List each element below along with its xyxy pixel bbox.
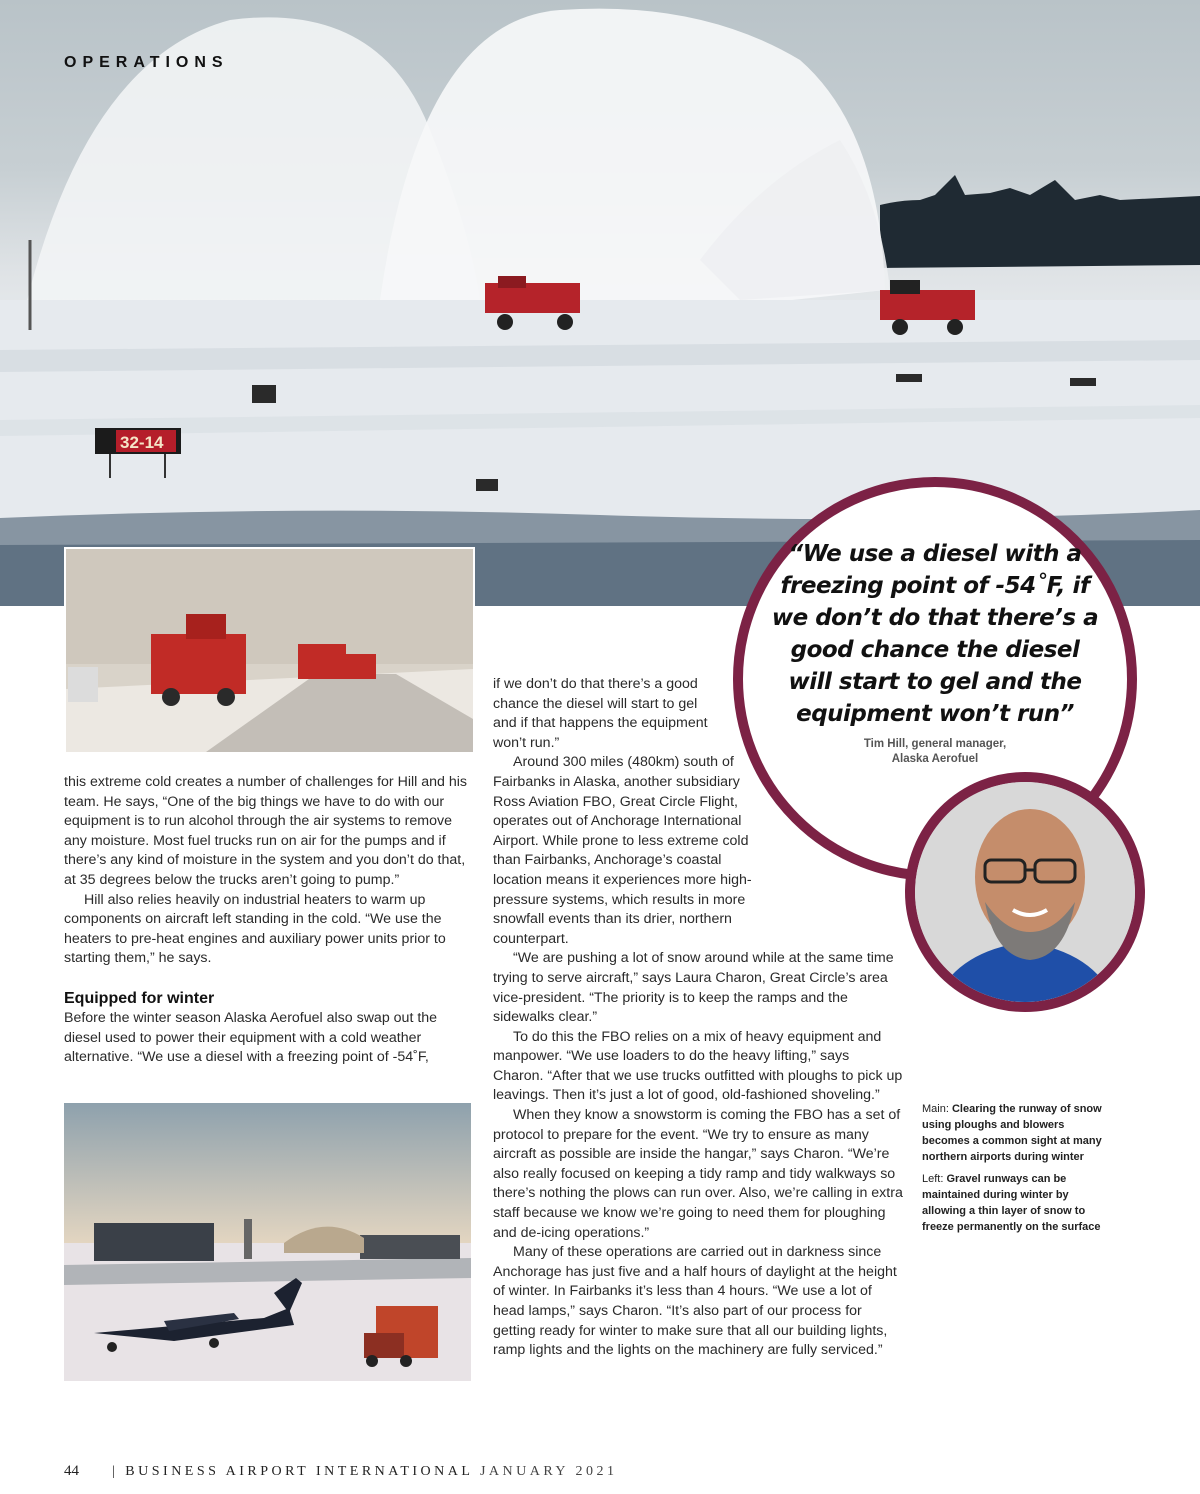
caption-main	[922, 1101, 1102, 1165]
left-paragraph-1: this extreme cold creates a number of challenges for Hill and his team. He says, “One of the big things we have to do with our equipment is to run alcohol through the air systems to remove any moisture. Most fuel trucks run on air for the pumps and if there’s any kind of moisture in the system and you don’t do that, at 35 degrees below the trucks aren’t going to pump.”	[64, 774, 467, 888]
caption-left	[922, 1171, 1102, 1235]
pull-quote-text: “We use a diesel with a freezing point of -54˚F, if we don’t do that there’s a good chance the diesel will start to gel and the equipment won’t run”	[771, 541, 1099, 727]
middle-paragraph-3: To do this the FBO relies on a mix of heavy equipment and manpower. “We use loaders to do the heavy lifting,” says Charon. “After that we use trucks outfitted with ploughs to pick up leavings. Then it’s just a lot of good, old-fashioned shoveling.”	[493, 1028, 903, 1104]
middle-paragraph-0: if we don’t do that there’s a good chance the diesel will start to gel and if that happens the equipment won’t run.”	[493, 676, 708, 751]
caption-main-text: Clearing the runway of snow using ploughs and blowers becomes a common sight at many northern airports during winter	[922, 1103, 1102, 1163]
caption-main-label: Main:	[922, 1103, 949, 1115]
pull-quote-attribution	[780, 737, 1090, 767]
middle-paragraph-4: When they know a snowstorm is coming the FBO has a set of protocol to prepare for the event. “We try to ensure as many aircraft as possible are inside the hangar,” says Charon. “We’re also really focused on keeping a tidy ramp and tidy walkways so there’s nothing the plows can run over. Also, we’re calling in extra staff because we know we’re going to need them for ploughing and de-icing operations.”	[493, 1107, 903, 1241]
subheading-equipped-for-winter: Equipped for winter	[64, 989, 215, 1007]
middle-paragraph-1: Around 300 miles (480km) south of Fairbanks in Alaska, another subsidiary Ross Aviation FBO, Great Circle Flight, operates out of Anchorage International Airport. While prone to less extreme cold than Fairbanks, Anchorage’s coastal location means it experiences more high-pressure systems, which results in more snowfall events than its drier, northern counterpart.	[493, 754, 752, 947]
middle-paragraph-2: “We are pushing a lot of snow around while at the same time trying to serve aircraft,” says Laura Charon, Great Circle’s area vice-president. “The priority is to keep the ramps and the sidewalks clear.”	[493, 950, 894, 1026]
left-paragraph-2: Hill also relies heavily on industrial heaters to warm up components on aircraft left standing in the cold. “We use the heaters to pre-heat engines and auxiliary power units prior to starting them,” he says.	[64, 891, 446, 967]
issue-date: JANUARY 2021	[479, 1464, 618, 1479]
runway-sign-label: 32-14	[120, 433, 164, 452]
portrait-illustration	[915, 782, 1135, 1002]
aircraft-ramp-photo	[64, 1103, 471, 1381]
attribution-company: Alaska Aerofuel	[891, 753, 979, 765]
middle-paragraph-5: Many of these operations are carried out in darkness since Anchorage has just five and a half hours of daylight at the height of winter. In Fairbanks it’s less than 4 hours. “We use a lot of head lamps,” says Charon. “It’s also part of our process for getting ready for winter to make sure that all our building lights, ramp lights and the lights on the machinery are fully serviced.”	[493, 1244, 897, 1359]
magazine-footer	[112, 1464, 617, 1480]
left-paragraph-3: Before the winter season Alaska Aerofuel also swap out the diesel used to power their equipment with a cold weather alternative. “We use a diesel with a freezing point of -54˚F,	[64, 1009, 438, 1066]
caption-left-label: Left:	[922, 1173, 944, 1185]
plough-convoy-photo	[64, 547, 475, 754]
page-number: 44	[64, 1463, 79, 1479]
caption-left-text: Gravel runways can be maintained during winter by allowing a thin layer of snow to freeze permanently on the surface	[922, 1173, 1101, 1233]
section-label: OPERATIONS	[64, 54, 229, 71]
left-column	[64, 773, 472, 1068]
photo-captions	[922, 1101, 1102, 1241]
attribution-name: Tim Hill, general manager,	[863, 738, 1007, 750]
portrait-photo	[905, 772, 1145, 1012]
magazine-title: | BUSINESS AIRPORT INTERNATIONAL	[112, 1464, 473, 1479]
